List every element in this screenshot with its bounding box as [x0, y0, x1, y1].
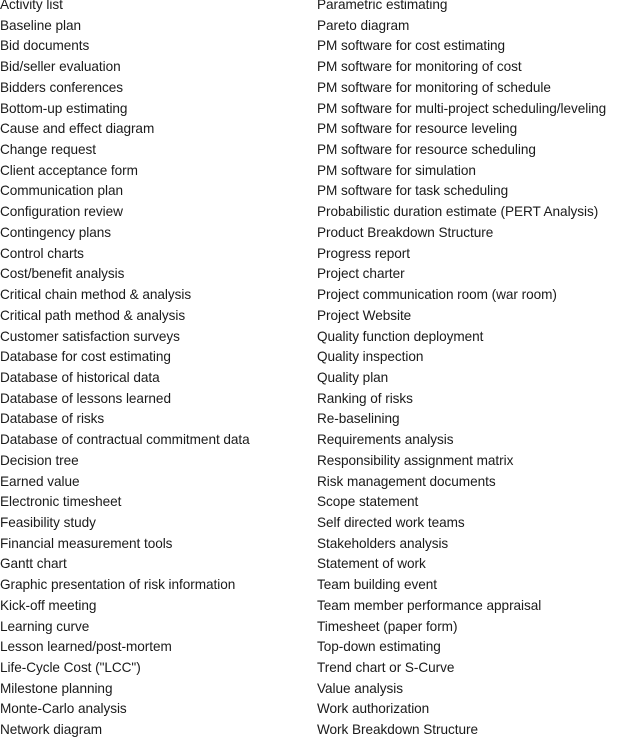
list-item: Configuration review [0, 204, 123, 220]
list-item: Learning curve [0, 618, 90, 634]
list-item: Electronic timesheet [0, 494, 122, 510]
list-item: Scope statement [317, 494, 419, 510]
list-item: Database of contractual commitment data [0, 432, 250, 448]
right-column [317, 0, 627, 741]
list-item: Risk management documents [317, 473, 496, 489]
list-item: Client acceptance form [0, 162, 138, 178]
list-item: Contingency plans [0, 224, 111, 240]
list-item: Cause and effect diagram [0, 121, 155, 137]
list-item: Self directed work teams [317, 514, 465, 530]
list-item: Quality inspection [317, 349, 424, 365]
list-item: Kick-off meeting [0, 597, 97, 613]
list-item: Re-baselining [317, 411, 400, 427]
list-item: Change request [0, 142, 97, 158]
list-item: Bidders conferences [0, 79, 123, 95]
list-item: Work Breakdown Structure [317, 722, 478, 738]
list-item: PM software for monitoring of schedule [317, 79, 551, 95]
list-item: Graphic presentation of risk information [0, 577, 236, 593]
list-item: Probabilistic duration estimate (PERT Analysis) [317, 204, 599, 220]
list-item: Milestone planning [0, 680, 113, 696]
list-item: Earned value [0, 473, 80, 489]
list-item: Baseline plan [0, 17, 81, 33]
list-item: Trend chart or S-Curve [317, 660, 455, 675]
list-item: Feasibility study [0, 514, 96, 530]
list-item: Quality function deployment [317, 328, 484, 344]
list-item: Activity list [0, 0, 63, 12]
list-item: Database for cost estimating [0, 349, 171, 365]
list-item: Value analysis [317, 680, 403, 696]
list-item: Timesheet (paper form) [317, 618, 458, 634]
list-item: Lesson learned/post-mortem [0, 639, 172, 655]
list-item: Communication plan [0, 183, 124, 199]
list-item: PM software for resource scheduling [317, 142, 536, 158]
list-item: PM software for cost estimating [317, 38, 506, 54]
list-item: Decision tree [0, 452, 79, 468]
list-item: Work authorization [317, 701, 430, 717]
list-item: PM software for resource leveling [317, 121, 518, 137]
list-item: Responsibility assignment matrix [317, 452, 514, 468]
list-item: Bid documents [0, 38, 90, 54]
list-item: Pareto diagram [317, 17, 410, 33]
list-item: Project communication room (war room) [317, 287, 557, 303]
list-item: Parametric estimating [317, 0, 448, 12]
list-item: Top-down estimating [317, 639, 441, 655]
list-item: Customer satisfaction surveys [0, 328, 180, 344]
list-item: Team building event [317, 577, 437, 593]
list-item: Gantt chart [0, 556, 67, 572]
list-item: Database of risks [0, 411, 105, 427]
list-item: Statement of work [317, 556, 426, 572]
list-item: Stakeholders analysis [317, 535, 449, 551]
list-item: Project Website [317, 307, 412, 323]
list-item: Network diagram [0, 722, 102, 738]
list-item: Cost/benefit analysis [0, 266, 125, 282]
list-item: Product Breakdown Structure [317, 224, 494, 240]
list-item: PM software for simulation [317, 162, 476, 178]
list-item: PM software for multi-project scheduling/leveling [317, 100, 607, 116]
list-item: Monte-Carlo analysis [0, 701, 127, 717]
list-item: Critical chain method & analysis [0, 287, 192, 303]
list-item: Financial measurement tools [0, 535, 173, 551]
list-item: PM software for monitoring of cost [317, 59, 522, 75]
list-item: Bottom-up estimating [0, 100, 128, 116]
list-item: Team member performance appraisal [317, 597, 542, 613]
list-item: Project charter [317, 266, 405, 282]
list-item: PM software for task scheduling [317, 183, 509, 199]
list-item: Bid/seller evaluation [0, 59, 121, 75]
list-item: Critical path method & analysis [0, 307, 186, 323]
list-item: Quality plan [317, 369, 389, 385]
list-item: Ranking of risks [317, 390, 413, 406]
list-item: Requirements analysis [317, 432, 454, 448]
list-item: Database of historical data [0, 369, 160, 385]
list-item: Life-Cycle Cost ("LCC") [0, 660, 141, 675]
list-item: Control charts [0, 245, 84, 261]
list-item: Database of lessons learned [0, 390, 171, 406]
list-item: Progress report [317, 245, 410, 261]
